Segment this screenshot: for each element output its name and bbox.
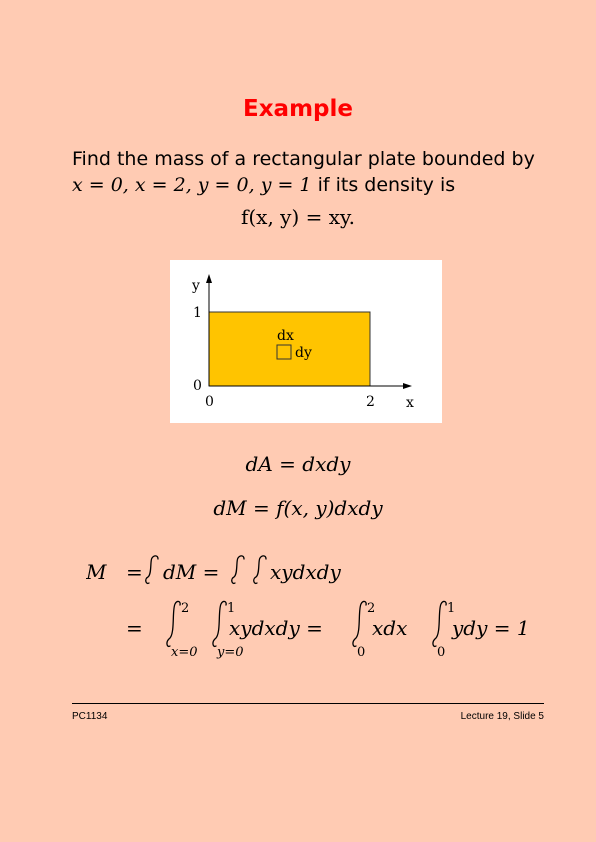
condition-y0: y = 0, bbox=[197, 174, 255, 196]
lower-limit: x=0 bbox=[171, 645, 198, 660]
lower-limit: 0 bbox=[357, 645, 366, 660]
y-axis-label: y bbox=[192, 278, 200, 294]
equals-sign: = bbox=[126, 560, 143, 584]
x-tick-0: 0 bbox=[205, 394, 214, 410]
upper-limit: 2 bbox=[181, 601, 190, 616]
x-integral: xdx bbox=[372, 616, 408, 640]
condition-y1: y = 1 bbox=[260, 174, 312, 196]
y-tick-0: 0 bbox=[193, 378, 202, 394]
integral-sign bbox=[433, 601, 446, 646]
rectangular-plate bbox=[209, 312, 370, 386]
mass-integral-derivation bbox=[86, 550, 556, 670]
plate-diagram bbox=[170, 260, 442, 423]
integral-sign bbox=[146, 556, 158, 584]
x-axis-label: x bbox=[406, 395, 414, 411]
intro-text: Find the mass of a rectangular plate bounded by bbox=[72, 148, 535, 170]
mass-element-equation: dM = f(x, y)dxdy bbox=[213, 496, 383, 520]
lower-limit: y=0 bbox=[217, 645, 244, 660]
condition-x0: x = 0, bbox=[72, 174, 129, 196]
dx-label: dx bbox=[277, 328, 294, 344]
integral-sign bbox=[254, 556, 266, 584]
density-equation bbox=[0, 205, 596, 229]
integral-sign bbox=[353, 601, 366, 646]
mass-symbol: M bbox=[86, 560, 107, 584]
problem-statement bbox=[72, 146, 542, 198]
integral-dM: dM = bbox=[163, 560, 220, 584]
footer-divider bbox=[72, 703, 544, 704]
iterated-integrand: xydxdy = bbox=[229, 616, 323, 640]
condition-x2: x = 2, bbox=[134, 174, 192, 196]
y-integral-result: ydy = 1 bbox=[452, 616, 530, 640]
slide-title: Example bbox=[243, 96, 353, 122]
lower-limit: 0 bbox=[437, 645, 446, 660]
equals-sign: = bbox=[126, 616, 143, 640]
upper-limit: 1 bbox=[227, 601, 236, 616]
integral-sign bbox=[167, 601, 180, 646]
density-period: . bbox=[348, 205, 356, 229]
integral-sign bbox=[232, 556, 244, 584]
y-tick-1: 1 bbox=[193, 305, 202, 321]
area-element-equation: dA = dxdy bbox=[245, 452, 351, 476]
density-function: f(x, y) = xy bbox=[240, 205, 349, 229]
upper-limit: 2 bbox=[367, 601, 376, 616]
dy-label: dy bbox=[295, 345, 312, 361]
footer-slide-number: Lecture 19, Slide 5 bbox=[460, 711, 544, 722]
integral-sign bbox=[213, 601, 226, 646]
double-integrand: xydxdy bbox=[270, 560, 341, 584]
x-tick-2: 2 bbox=[366, 394, 375, 410]
density-phrase: if its density is bbox=[317, 174, 456, 196]
upper-limit: 1 bbox=[447, 601, 456, 616]
footer-course: PC1134 bbox=[72, 711, 108, 722]
